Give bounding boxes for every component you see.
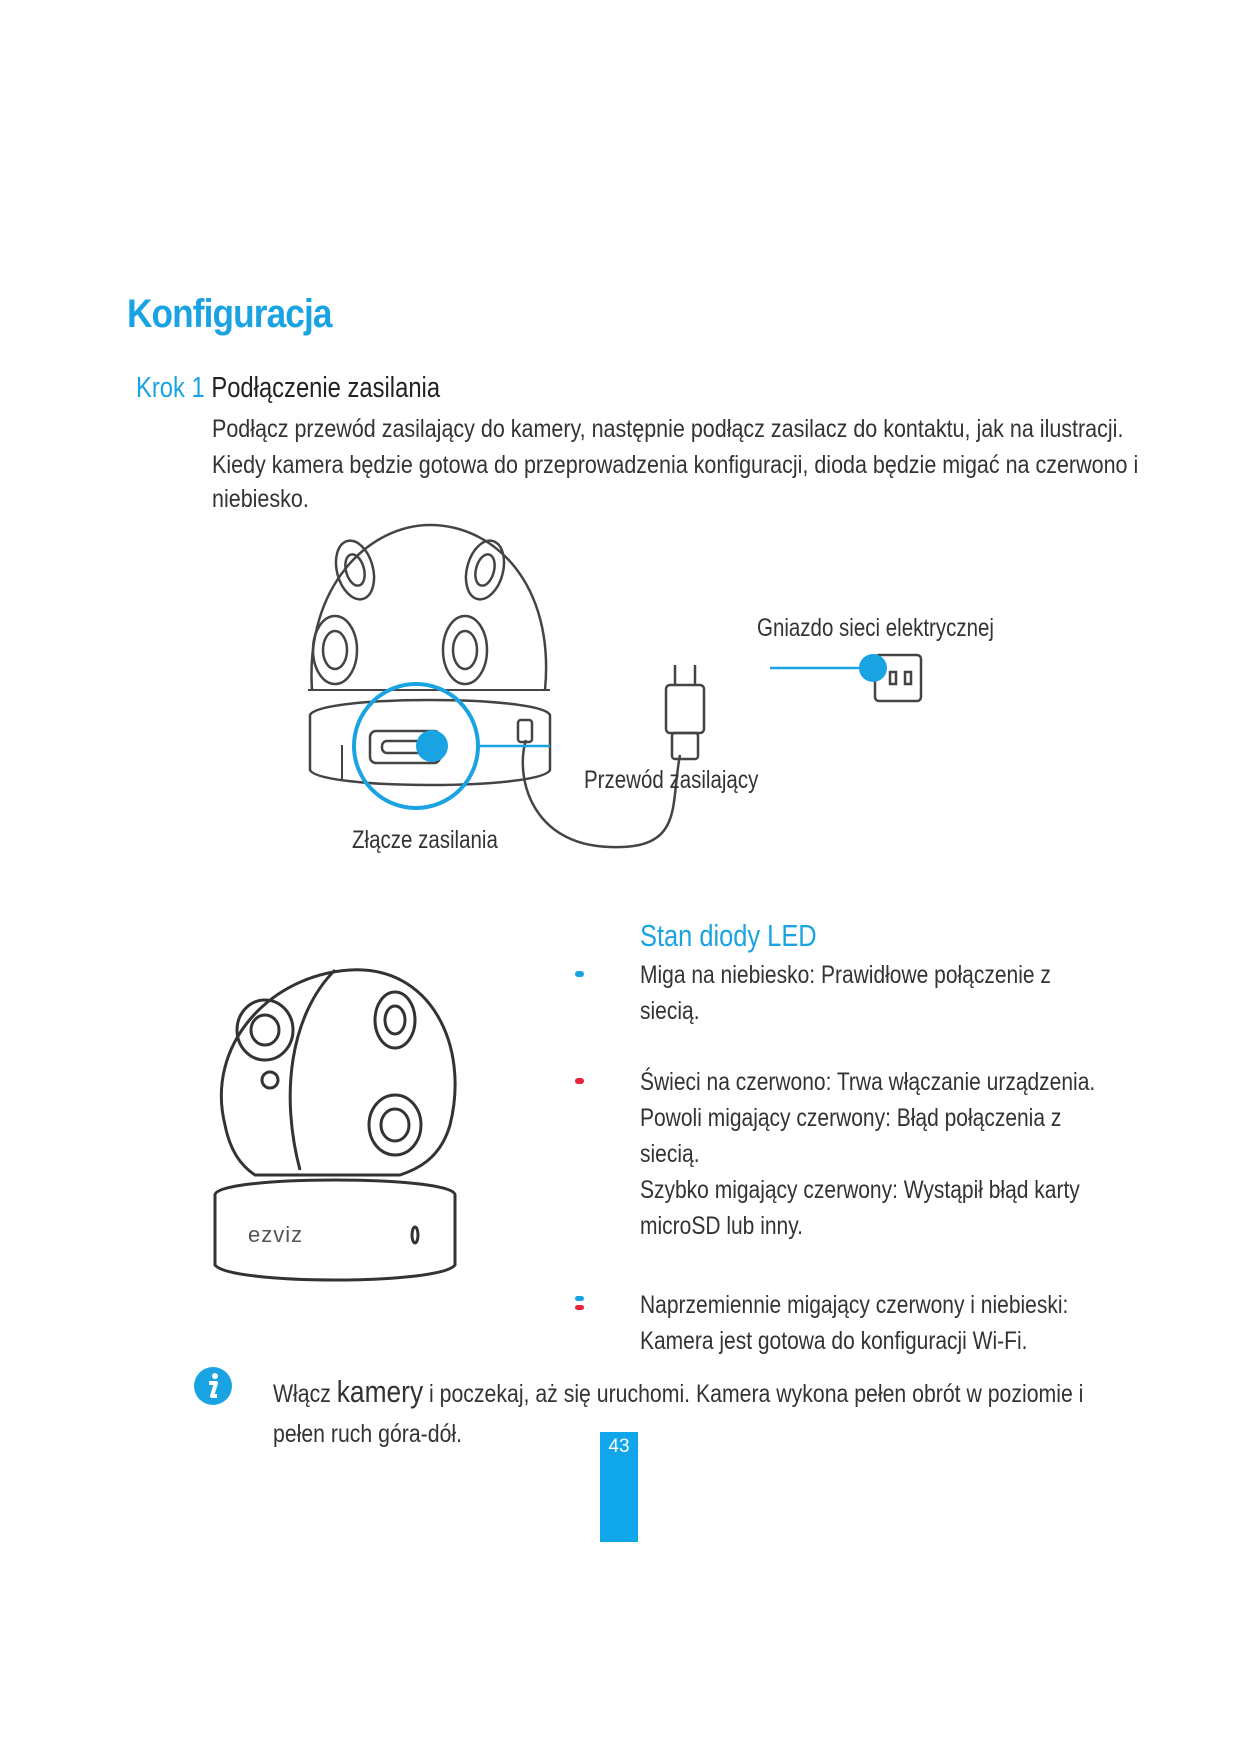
led-item-alt-text-2: Kamera jest gotowa do konfiguracji Wi-Fi. bbox=[640, 1327, 1028, 1355]
step-paragraph-2: Kiedy kamera będzie gotowa do przeprowadzenia konfiguracji, dioda będzie migać na czerwono i niebiesko. bbox=[212, 451, 1139, 513]
note-suffix: i poczekaj, aż się uruchomi. Kamera wykona pełen obrót w poziomie i pełen ruch góra-dół. bbox=[273, 1380, 1084, 1448]
led-title: Stan diody LED bbox=[640, 918, 817, 953]
led-item-red-text-3: Szybko migający czerwony: Wystąpił błąd karty microSD lub inny. bbox=[640, 1176, 1080, 1240]
led-item-red-text-2: Powoli migający czerwony: Błąd połączenia z siecią. bbox=[640, 1104, 1062, 1168]
camera-brand-logo: ezviz bbox=[248, 1222, 304, 1247]
led-blue-dot bbox=[575, 971, 584, 977]
cable-label: Przewód zasilający bbox=[584, 766, 759, 794]
power-connection-illustration bbox=[280, 515, 960, 875]
info-note bbox=[273, 1372, 1123, 1454]
led-item-alt-text-1: Naprzemiennie migający czerwony i niebieski: bbox=[640, 1291, 1069, 1319]
led-red-dot bbox=[575, 1078, 584, 1084]
camera-side-illustration bbox=[200, 955, 470, 1295]
led-item-alternating bbox=[640, 1287, 1120, 1359]
port-label: Złącze zasilania bbox=[352, 826, 498, 854]
led-item-blue bbox=[640, 957, 1120, 1029]
page-number-tab bbox=[600, 1432, 638, 1542]
led-alt-dot-top bbox=[575, 1296, 584, 1301]
note-emphasis: kamery bbox=[336, 1374, 424, 1409]
step-paragraph-1: Podłącz przewód zasilający do kamery, następnie podłącz zasilacz do kontaktu, jak na ilustracji. bbox=[212, 415, 1124, 443]
step-heading bbox=[136, 372, 440, 405]
page-number: 43 bbox=[608, 1436, 630, 1457]
socket-label: Gniazdo sieci elektrycznej bbox=[757, 614, 994, 642]
step-title: Podłączenie zasilania bbox=[211, 372, 441, 404]
led-item-blue-text: Miga na niebiesko: Prawidłowe połączenie z siecią. bbox=[640, 961, 1051, 1025]
step-number: Krok 1 bbox=[136, 372, 205, 404]
page-title: Konfiguracja bbox=[127, 292, 332, 336]
led-item-red bbox=[640, 1064, 1120, 1244]
note-prefix: Włącz bbox=[273, 1380, 337, 1408]
led-item-red-text-1: Świeci na czerwono: Trwa włączanie urządzenia. bbox=[640, 1068, 1096, 1096]
led-alt-dot-bottom bbox=[575, 1305, 584, 1310]
info-icon bbox=[193, 1366, 233, 1406]
